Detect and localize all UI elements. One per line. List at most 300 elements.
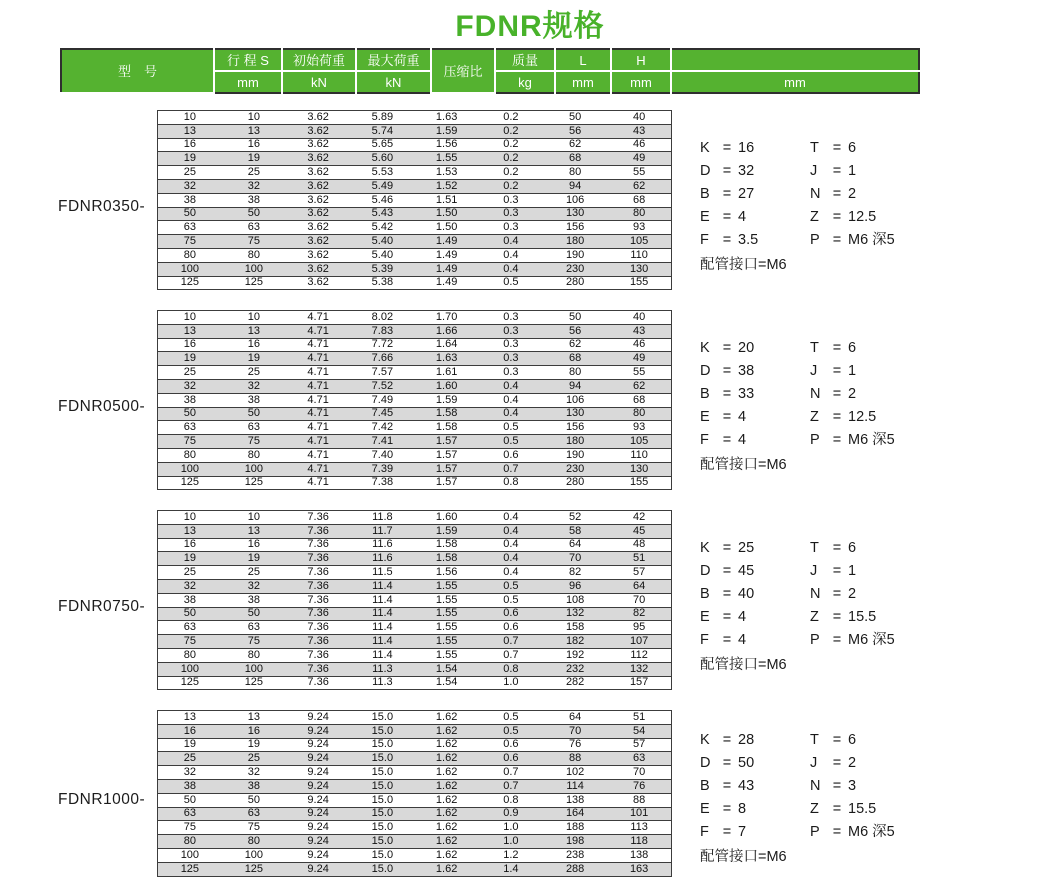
page-title: FDNR规格 bbox=[455, 10, 605, 43]
table-cell: 7.36 bbox=[286, 635, 350, 649]
table-cell: 16 bbox=[222, 138, 286, 152]
table-cell: 0.2 bbox=[479, 138, 543, 152]
dim-text: N bbox=[810, 586, 821, 602]
table-cell: 108 bbox=[543, 593, 607, 607]
table-cell: 0.4 bbox=[479, 524, 543, 538]
model-label: FDNR0350- bbox=[58, 198, 146, 216]
table-cell: 19 bbox=[158, 552, 222, 566]
table-cell: 0.4 bbox=[479, 407, 543, 421]
table-cell: 0.5 bbox=[479, 579, 543, 593]
table-cell: 11.3 bbox=[350, 662, 414, 676]
table-cell: 10 bbox=[158, 111, 222, 125]
table-cell: 0.3 bbox=[479, 193, 543, 207]
table-cell: 3.62 bbox=[286, 152, 350, 166]
table-cell: 1.58 bbox=[415, 407, 479, 421]
table-cell: 8.02 bbox=[350, 311, 414, 325]
table-cell: 130 bbox=[607, 462, 671, 476]
dim-text: = bbox=[832, 801, 842, 817]
table-cell: 19 bbox=[222, 552, 286, 566]
dim-text: 4 bbox=[738, 609, 747, 625]
table-cell: 0.7 bbox=[479, 766, 543, 780]
table-cell: 5.65 bbox=[350, 138, 414, 152]
dim-text: = bbox=[722, 755, 732, 771]
table-cell: 7.57 bbox=[350, 366, 414, 380]
dim-text: 7 bbox=[738, 824, 747, 840]
header-ratio-label: 压缩比 bbox=[431, 49, 495, 93]
table-row bbox=[158, 248, 672, 262]
spec-data-table bbox=[157, 710, 672, 877]
table-cell: 0.2 bbox=[479, 124, 543, 138]
spec-block bbox=[0, 510, 1060, 704]
header-mass-unit: kg bbox=[495, 71, 555, 93]
dim-text: 4 bbox=[738, 432, 747, 448]
dim-text: 40 bbox=[738, 586, 755, 602]
header-model-label: 型 号 bbox=[61, 49, 214, 93]
dim-line bbox=[700, 229, 990, 252]
table-cell: 80 bbox=[158, 648, 222, 662]
table-cell: 102 bbox=[543, 766, 607, 780]
table-cell: 190 bbox=[543, 448, 607, 462]
dim-text: = bbox=[722, 801, 732, 817]
table-cell: 1.49 bbox=[415, 235, 479, 249]
table-cell: 1.49 bbox=[415, 262, 479, 276]
table-cell: 0.5 bbox=[479, 435, 543, 449]
table-row bbox=[158, 607, 672, 621]
table-cell: 3.62 bbox=[286, 235, 350, 249]
dim-text: = bbox=[722, 163, 732, 179]
table-cell: 138 bbox=[543, 793, 607, 807]
table-cell: 55 bbox=[607, 166, 671, 180]
table-cell: 56 bbox=[543, 324, 607, 338]
table-cell: 16 bbox=[158, 138, 222, 152]
table-cell: 1.62 bbox=[415, 779, 479, 793]
table-cell: 10 bbox=[158, 511, 222, 525]
dim-text: = bbox=[832, 186, 842, 202]
table-cell: 1.55 bbox=[415, 607, 479, 621]
table-cell: 80 bbox=[222, 835, 286, 849]
table-cell: 9.24 bbox=[286, 848, 350, 862]
table-cell: 63 bbox=[158, 421, 222, 435]
dim-text: M6 深5 bbox=[848, 232, 895, 248]
dim-text: B bbox=[700, 386, 710, 402]
model-label: FDNR0500- bbox=[58, 398, 146, 416]
table-cell: 43 bbox=[607, 124, 671, 138]
table-row bbox=[158, 821, 672, 835]
table-cell: 75 bbox=[158, 635, 222, 649]
table-row bbox=[158, 221, 672, 235]
dims-lines bbox=[700, 537, 990, 652]
dim-text: 1 bbox=[848, 563, 857, 579]
table-cell: 32 bbox=[158, 579, 222, 593]
table-cell: 9.24 bbox=[286, 738, 350, 752]
table-cell: 182 bbox=[543, 635, 607, 649]
dim-line bbox=[700, 183, 990, 206]
table-row bbox=[158, 407, 672, 421]
table-cell: 15.0 bbox=[350, 793, 414, 807]
table-cell: 7.36 bbox=[286, 607, 350, 621]
table-cell: 25 bbox=[158, 566, 222, 580]
table-cell: 0.7 bbox=[479, 635, 543, 649]
table-cell: 4.71 bbox=[286, 379, 350, 393]
table-cell: 93 bbox=[607, 421, 671, 435]
table-cell: 0.2 bbox=[479, 152, 543, 166]
table-cell: 51 bbox=[607, 552, 671, 566]
dim-text: 45 bbox=[738, 563, 755, 579]
table-cell: 38 bbox=[158, 393, 222, 407]
table-cell: 1.54 bbox=[415, 662, 479, 676]
dim-text: M6 深5 bbox=[848, 632, 895, 648]
dim-text: 25 bbox=[738, 540, 755, 556]
pipe-note: 配管接口=M6 bbox=[700, 257, 787, 273]
table-cell: 9.24 bbox=[286, 835, 350, 849]
table-cell: 1.60 bbox=[415, 511, 479, 525]
table-cell: 0.5 bbox=[479, 724, 543, 738]
table-cell: 46 bbox=[607, 138, 671, 152]
dim-text: 16 bbox=[738, 140, 755, 156]
table-cell: 0.6 bbox=[479, 448, 543, 462]
table-cell: 1.62 bbox=[415, 724, 479, 738]
model-label: FDNR0750- bbox=[58, 598, 146, 616]
table-cell: 10 bbox=[222, 311, 286, 325]
table-cell: 70 bbox=[543, 552, 607, 566]
table-cell: 13 bbox=[222, 324, 286, 338]
table-row bbox=[158, 435, 672, 449]
dims-lines bbox=[700, 337, 990, 452]
dim-text: N bbox=[810, 778, 821, 794]
table-cell: 0.9 bbox=[479, 807, 543, 821]
dim-text: D bbox=[700, 563, 711, 579]
table-cell: 5.38 bbox=[350, 276, 414, 290]
table-cell: 54 bbox=[607, 724, 671, 738]
dim-text: F bbox=[700, 432, 709, 448]
table-row bbox=[158, 152, 672, 166]
table-cell: 62 bbox=[607, 379, 671, 393]
table-cell: 49 bbox=[607, 352, 671, 366]
table-cell: 113 bbox=[607, 821, 671, 835]
table-cell: 1.58 bbox=[415, 538, 479, 552]
dim-text: N bbox=[810, 386, 821, 402]
table-cell: 1.59 bbox=[415, 124, 479, 138]
spec-data-table bbox=[157, 510, 672, 690]
table-cell: 0.3 bbox=[479, 221, 543, 235]
table-cell: 9.24 bbox=[286, 821, 350, 835]
dim-text: 8 bbox=[738, 801, 747, 817]
table-row bbox=[158, 538, 672, 552]
table-cell: 0.7 bbox=[479, 779, 543, 793]
table-cell: 0.4 bbox=[479, 379, 543, 393]
dim-line bbox=[700, 629, 990, 652]
table-cell: 100 bbox=[158, 848, 222, 862]
table-cell: 0.8 bbox=[479, 793, 543, 807]
table-cell: 0.5 bbox=[479, 276, 543, 290]
dim-line bbox=[700, 537, 990, 560]
table-cell: 1.62 bbox=[415, 752, 479, 766]
table-cell: 50 bbox=[158, 793, 222, 807]
table-row bbox=[158, 552, 672, 566]
table-cell: 280 bbox=[543, 476, 607, 490]
dim-text: 4 bbox=[738, 209, 747, 225]
table-row bbox=[158, 511, 672, 525]
dim-text: = bbox=[722, 186, 732, 202]
table-cell: 232 bbox=[543, 662, 607, 676]
dim-text: = bbox=[722, 586, 732, 602]
header-stroke-label: 行 程 S bbox=[214, 49, 282, 71]
table-row bbox=[158, 738, 672, 752]
table-cell: 16 bbox=[222, 538, 286, 552]
table-cell: 32 bbox=[222, 579, 286, 593]
table-cell: 163 bbox=[607, 862, 671, 876]
table-cell: 0.6 bbox=[479, 607, 543, 621]
table-row bbox=[158, 311, 672, 325]
table-cell: 80 bbox=[222, 448, 286, 462]
table-cell: 4.71 bbox=[286, 448, 350, 462]
table-cell: 5.74 bbox=[350, 124, 414, 138]
dim-text: 3 bbox=[848, 778, 857, 794]
table-cell: 7.36 bbox=[286, 524, 350, 538]
table-cell: 50 bbox=[222, 793, 286, 807]
table-cell: 101 bbox=[607, 807, 671, 821]
header-dims-unit: mm bbox=[671, 71, 919, 93]
table-cell: 100 bbox=[158, 262, 222, 276]
table-cell: 1.51 bbox=[415, 193, 479, 207]
table-cell: 50 bbox=[158, 407, 222, 421]
table-cell: 13 bbox=[158, 324, 222, 338]
dim-line bbox=[700, 406, 990, 429]
table-cell: 1.50 bbox=[415, 207, 479, 221]
spec-block bbox=[0, 310, 1060, 504]
dim-line bbox=[700, 775, 990, 798]
dim-text: 1 bbox=[848, 163, 857, 179]
dim-text: = bbox=[832, 824, 842, 840]
dim-line bbox=[700, 429, 990, 452]
table-cell: 110 bbox=[607, 248, 671, 262]
table-cell: 7.38 bbox=[350, 476, 414, 490]
dim-line bbox=[700, 729, 990, 752]
table-cell: 105 bbox=[607, 235, 671, 249]
table-cell: 1.57 bbox=[415, 448, 479, 462]
dim-text: T bbox=[810, 540, 819, 556]
table-row bbox=[158, 635, 672, 649]
table-cell: 125 bbox=[158, 476, 222, 490]
table-row bbox=[158, 476, 672, 490]
table-cell: 7.45 bbox=[350, 407, 414, 421]
table-cell: 95 bbox=[607, 621, 671, 635]
table-cell: 1.55 bbox=[415, 635, 479, 649]
dim-text: E bbox=[700, 609, 710, 625]
table-cell: 7.49 bbox=[350, 393, 414, 407]
table-row bbox=[158, 338, 672, 352]
table-cell: 48 bbox=[607, 538, 671, 552]
table-cell: 75 bbox=[222, 821, 286, 835]
table-cell: 4.71 bbox=[286, 407, 350, 421]
table-cell: 7.36 bbox=[286, 621, 350, 635]
table-cell: 156 bbox=[543, 221, 607, 235]
header-h-label: H bbox=[611, 49, 671, 71]
table-cell: 0.7 bbox=[479, 462, 543, 476]
table-cell: 1.55 bbox=[415, 579, 479, 593]
table-cell: 75 bbox=[222, 235, 286, 249]
table-cell: 0.2 bbox=[479, 111, 543, 125]
dim-text: Z bbox=[810, 209, 819, 225]
dim-text: = bbox=[832, 363, 842, 379]
table-cell: 16 bbox=[222, 724, 286, 738]
dim-text: D bbox=[700, 363, 711, 379]
table-cell: 32 bbox=[158, 379, 222, 393]
table-cell: 4.71 bbox=[286, 311, 350, 325]
table-cell: 45 bbox=[607, 524, 671, 538]
table-cell: 1.62 bbox=[415, 711, 479, 725]
table-cell: 16 bbox=[222, 338, 286, 352]
dim-text: = bbox=[722, 386, 732, 402]
table-row bbox=[158, 862, 672, 876]
table-cell: 1.49 bbox=[415, 276, 479, 290]
table-row bbox=[158, 793, 672, 807]
table-cell: 110 bbox=[607, 448, 671, 462]
dim-line bbox=[700, 752, 990, 775]
dim-text: = bbox=[832, 386, 842, 402]
table-cell: 3.62 bbox=[286, 262, 350, 276]
table-cell: 0.6 bbox=[479, 752, 543, 766]
table-row bbox=[158, 262, 672, 276]
table-cell: 0.2 bbox=[479, 166, 543, 180]
table-cell: 11.4 bbox=[350, 593, 414, 607]
dim-line bbox=[700, 821, 990, 844]
table-cell: 3.62 bbox=[286, 166, 350, 180]
table-cell: 16 bbox=[158, 338, 222, 352]
dim-text: = bbox=[722, 609, 732, 625]
table-cell: 0.7 bbox=[479, 648, 543, 662]
table-cell: 13 bbox=[158, 524, 222, 538]
table-cell: 62 bbox=[543, 138, 607, 152]
dim-text: = bbox=[722, 409, 732, 425]
table-cell: 125 bbox=[158, 862, 222, 876]
table-cell: 4.71 bbox=[286, 338, 350, 352]
table-cell: 11.4 bbox=[350, 635, 414, 649]
table-cell: 7.72 bbox=[350, 338, 414, 352]
table-cell: 158 bbox=[543, 621, 607, 635]
dim-text: = bbox=[832, 340, 842, 356]
table-cell: 19 bbox=[222, 152, 286, 166]
dim-line bbox=[700, 583, 990, 606]
table-cell: 9.24 bbox=[286, 724, 350, 738]
table-row bbox=[158, 579, 672, 593]
table-cell: 1.4 bbox=[479, 862, 543, 876]
table-row bbox=[158, 276, 672, 290]
table-cell: 0.3 bbox=[479, 311, 543, 325]
table-cell: 7.40 bbox=[350, 448, 414, 462]
dim-text: = bbox=[832, 540, 842, 556]
table-cell: 0.6 bbox=[479, 738, 543, 752]
table-cell: 1.60 bbox=[415, 379, 479, 393]
dim-text: P bbox=[810, 232, 820, 248]
table-cell: 25 bbox=[158, 166, 222, 180]
dim-line bbox=[700, 606, 990, 629]
table-cell: 0.4 bbox=[479, 393, 543, 407]
dim-text: K bbox=[700, 540, 710, 556]
table-cell: 25 bbox=[222, 366, 286, 380]
dim-text: = bbox=[832, 609, 842, 625]
dims-panel bbox=[700, 729, 990, 869]
table-cell: 7.36 bbox=[286, 579, 350, 593]
table-cell: 1.62 bbox=[415, 807, 479, 821]
table-cell: 0.4 bbox=[479, 566, 543, 580]
table-cell: 130 bbox=[607, 262, 671, 276]
dim-line bbox=[700, 337, 990, 360]
table-cell: 3.62 bbox=[286, 207, 350, 221]
table-cell: 1.55 bbox=[415, 621, 479, 635]
table-cell: 13 bbox=[158, 124, 222, 138]
table-cell: 1.58 bbox=[415, 421, 479, 435]
table-cell: 9.24 bbox=[286, 793, 350, 807]
table-row bbox=[158, 379, 672, 393]
dim-text: B bbox=[700, 778, 710, 794]
table-cell: 63 bbox=[158, 621, 222, 635]
table-row bbox=[158, 207, 672, 221]
dim-text: 2 bbox=[848, 386, 857, 402]
dims-lines bbox=[700, 137, 990, 252]
dim-text: = bbox=[832, 140, 842, 156]
table-row bbox=[158, 421, 672, 435]
table-cell: 88 bbox=[607, 793, 671, 807]
table-cell: 25 bbox=[222, 566, 286, 580]
table-cell: 94 bbox=[543, 179, 607, 193]
table-cell: 180 bbox=[543, 435, 607, 449]
table-cell: 63 bbox=[158, 807, 222, 821]
dim-text: = bbox=[722, 209, 732, 225]
table-row bbox=[158, 235, 672, 249]
table-cell: 75 bbox=[222, 635, 286, 649]
table-cell: 0.8 bbox=[479, 476, 543, 490]
table-cell: 11.4 bbox=[350, 579, 414, 593]
dim-line bbox=[700, 206, 990, 229]
dim-text: 2 bbox=[848, 586, 857, 602]
table-cell: 25 bbox=[222, 752, 286, 766]
dim-text: P bbox=[810, 432, 820, 448]
table-cell: 1.0 bbox=[479, 835, 543, 849]
table-cell: 63 bbox=[607, 752, 671, 766]
pipe-note: 配管接口=M6 bbox=[700, 457, 787, 473]
table-cell: 70 bbox=[607, 593, 671, 607]
table-row bbox=[158, 448, 672, 462]
table-cell: 0.4 bbox=[479, 538, 543, 552]
dim-text: K bbox=[700, 732, 710, 748]
table-cell: 1.62 bbox=[415, 738, 479, 752]
table-cell: 9.24 bbox=[286, 711, 350, 725]
table-cell: 15.0 bbox=[350, 766, 414, 780]
dim-text: F bbox=[700, 824, 709, 840]
dim-text: N bbox=[810, 186, 821, 202]
dim-text: = bbox=[832, 732, 842, 748]
table-cell: 16 bbox=[158, 724, 222, 738]
table-cell: 125 bbox=[222, 676, 286, 690]
table-cell: 5.60 bbox=[350, 152, 414, 166]
table-cell: 5.46 bbox=[350, 193, 414, 207]
table-cell: 19 bbox=[222, 738, 286, 752]
dim-text: = bbox=[722, 563, 732, 579]
table-cell: 11.6 bbox=[350, 538, 414, 552]
table-cell: 106 bbox=[543, 193, 607, 207]
header-max-load-unit: kN bbox=[356, 71, 431, 93]
table-cell: 70 bbox=[607, 766, 671, 780]
spec-data-table bbox=[157, 310, 672, 490]
header-l-unit: mm bbox=[555, 71, 611, 93]
dim-text: Z bbox=[810, 409, 819, 425]
dim-text: 6 bbox=[848, 140, 857, 156]
table-cell: 9.24 bbox=[286, 862, 350, 876]
table-cell: 156 bbox=[543, 421, 607, 435]
table-cell: 0.4 bbox=[479, 235, 543, 249]
table-cell: 52 bbox=[543, 511, 607, 525]
